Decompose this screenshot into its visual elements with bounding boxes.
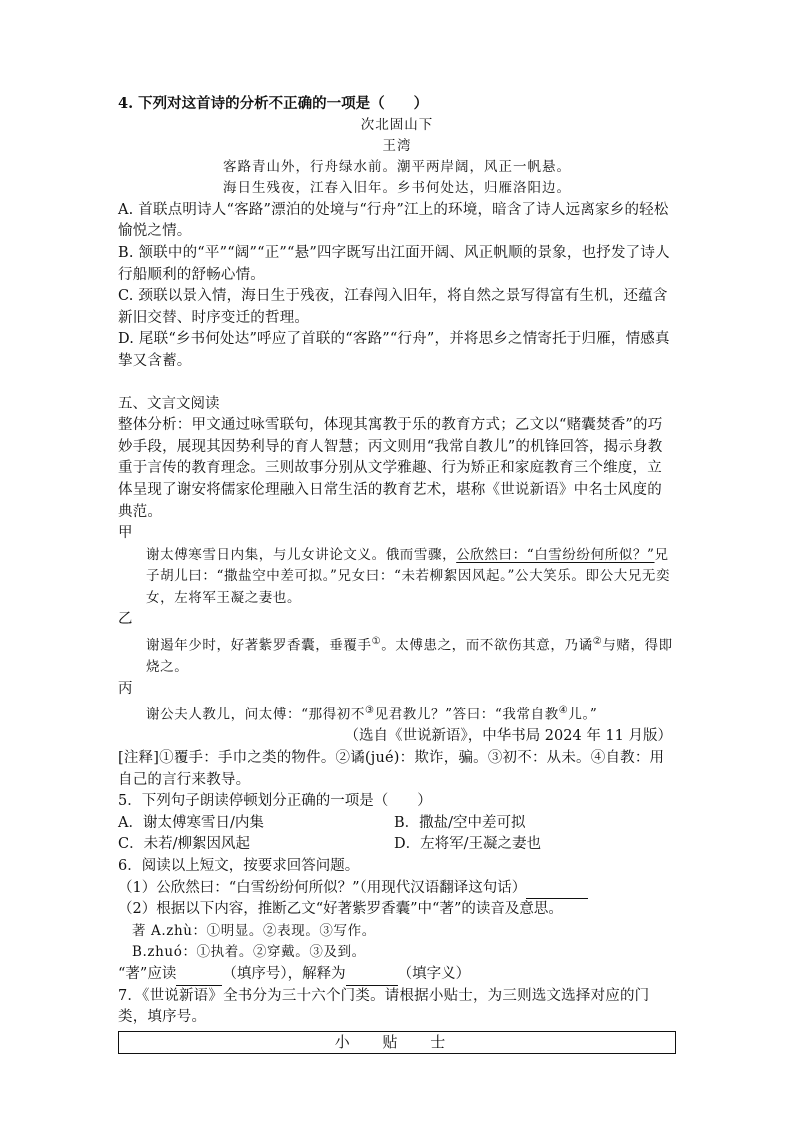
q6-answer-blank-1[interactable]: [526, 884, 588, 899]
q6-part-1-text: （1）公欣然曰：“白雪纷纷何所似？”（用现代汉语翻译这句话）: [118, 879, 527, 896]
q5-option-a: A．谢太傅寒雪日/内集: [118, 814, 264, 831]
q6-part-2: （2）根据以下内容，推断乙文“好著紫罗香囊”中“著”的读音及意思。: [118, 901, 563, 918]
text-jia-part1: 谢太傅寒雪日内集，与儿女讲论文义。俄而雪骤，: [146, 546, 457, 563]
text-jia-underlined: 公欣然曰：“白雪纷纷何所似？”: [456, 546, 655, 563]
q4-option-a: A. 首联点明诗人“客路”漂泊的处境与“行舟”江上的环境，暗含了诗人远离家乡的轻松愉悦之情。: [118, 201, 669, 240]
question-6-stem: 6．阅读以上短文，按要求回答问题。: [118, 858, 360, 874]
poem-line-2: 海日生残夜，江春入旧年。乡书何处达，归雁洛阳边。: [223, 180, 571, 197]
tip-box: 小 贴 士: [118, 1031, 676, 1054]
poem-line-1: 客路青山外，行舟绿水前。潮平两岸阔，风正一帆悬。: [223, 158, 571, 175]
text-bing-part2: 见君教儿？”答曰：“我常自教: [374, 706, 559, 723]
q4-option-c: C. 颈联以景入情，海日生于残夜，江春闯入旧年，将自然之景写得富有生机，还蕴含新旧交替、时序变迁的哲理。: [118, 288, 668, 326]
q5-options-row-2: [118, 834, 676, 856]
note-marker-2: ②: [592, 636, 603, 648]
q5-option-d: D．左将军/王凝之妻也: [394, 836, 542, 853]
q6-part-1: [118, 878, 676, 900]
zhu-reading-b: B.zhuó：①执着。②穿戴。③及到。: [132, 944, 366, 961]
overall-analysis: 整体分析：甲文通过咏雪联句，体现其寓教于乐的教育方式；乙文以“赌囊焚香”的巧妙手段，展现其因势利导的育人智慧；丙文则用“我常自教儿”的机锋回答，揭示身教重于言传的教育理念。三则故事分别从文学雅趣、行为矫正和家庭教育三个维度，立体呈现了谢安将儒家伦理融入日常生活的教育艺术，堪称《世说新语》中名士风度的典范。: [118, 417, 663, 520]
text-bing: [118, 700, 676, 726]
q6-answer-text-2: （填序号），解释为: [222, 965, 346, 982]
q6-answer-text-3: （填字义）: [397, 965, 471, 982]
text-yi-label: 乙: [118, 611, 133, 628]
text-yi-part2: 。太傅患之，而不欲伤其意，乃谲: [381, 637, 593, 654]
q5-option-c: C．未若/柳絮因风起: [118, 836, 250, 853]
text-yi: [118, 631, 676, 679]
text-bing-part3: 儿。”: [568, 706, 598, 723]
text-jia-label: 甲: [118, 525, 133, 542]
text-bing-part1: 谢公夫人教儿，问太傅：“那得初不: [146, 706, 366, 723]
exam-page: [118, 93, 676, 1054]
q6-answer-blank-3[interactable]: [346, 971, 398, 986]
q5-options-row-1: [118, 813, 676, 835]
poem-author: 王湾: [382, 137, 412, 154]
q4-option-b: B. 颔联中的“平”“阔”“正”“悬”四字既写出江面开阔、风正帆顺的景象，也抒发了诗人行船顺利的舒畅心情。: [118, 244, 670, 283]
q6-answer-line: [118, 964, 676, 986]
text-yi-part3: 与赌，得即烧之。: [146, 637, 673, 676]
spacer: [118, 373, 676, 394]
q6-answer-text-1: “著”应读: [118, 965, 177, 982]
note-marker-3: ③: [365, 705, 375, 717]
q6-answer-blank-2[interactable]: [176, 971, 222, 986]
poem-title: 次北固山下: [360, 116, 434, 133]
section-5-heading: 五、文言文阅读: [118, 395, 220, 412]
zhu-reading-a: 著 A.zhù：①明显。②表现。③写作。: [132, 922, 376, 939]
question-5-stem: 5．下列句子朗读停顿划分正确的一项是（ ）: [118, 793, 432, 810]
text-yi-part1: 谢遏年少时，好著紫罗香囊，垂覆手: [146, 637, 372, 654]
question-7-stem: 7．《世说新语》全书分为三十六个门类。请根据小贴士，为三则选文选择对应的门类，填序号。: [118, 987, 650, 1026]
source-citation: （选自《世说新语》，中华书局 2024 年 11 月版）: [344, 728, 672, 745]
text-bing-label: 丙: [118, 680, 133, 697]
text-jia-part2: 兄子胡儿曰：“撒盐空中差可拟。”兄女曰：“未若柳絮因风起。”公大笑乐。即公大兄无奕女，左将军王凝之妻也。: [146, 546, 671, 606]
annotations: [注释]①覆手：手巾之类的物件。②谲(jué)：欺诈，骗。③初不：从未。④自教：用自己的言行来教导。: [118, 750, 665, 788]
text-jia: [118, 545, 676, 610]
q5-option-b: B．撒盐/空中差可拟: [394, 814, 526, 831]
question-4-stem: 4. 下列对这首诗的分析不正确的一项是（ ）: [118, 95, 429, 112]
note-marker-1: ①: [371, 636, 382, 648]
q4-option-d: D. 尾联“乡书何处达”呼应了首联的“客路”“行舟”，并将思乡之情寄托于归雁，情感真挚又含蓄。: [118, 331, 670, 369]
note-marker-4: ④: [558, 705, 569, 717]
